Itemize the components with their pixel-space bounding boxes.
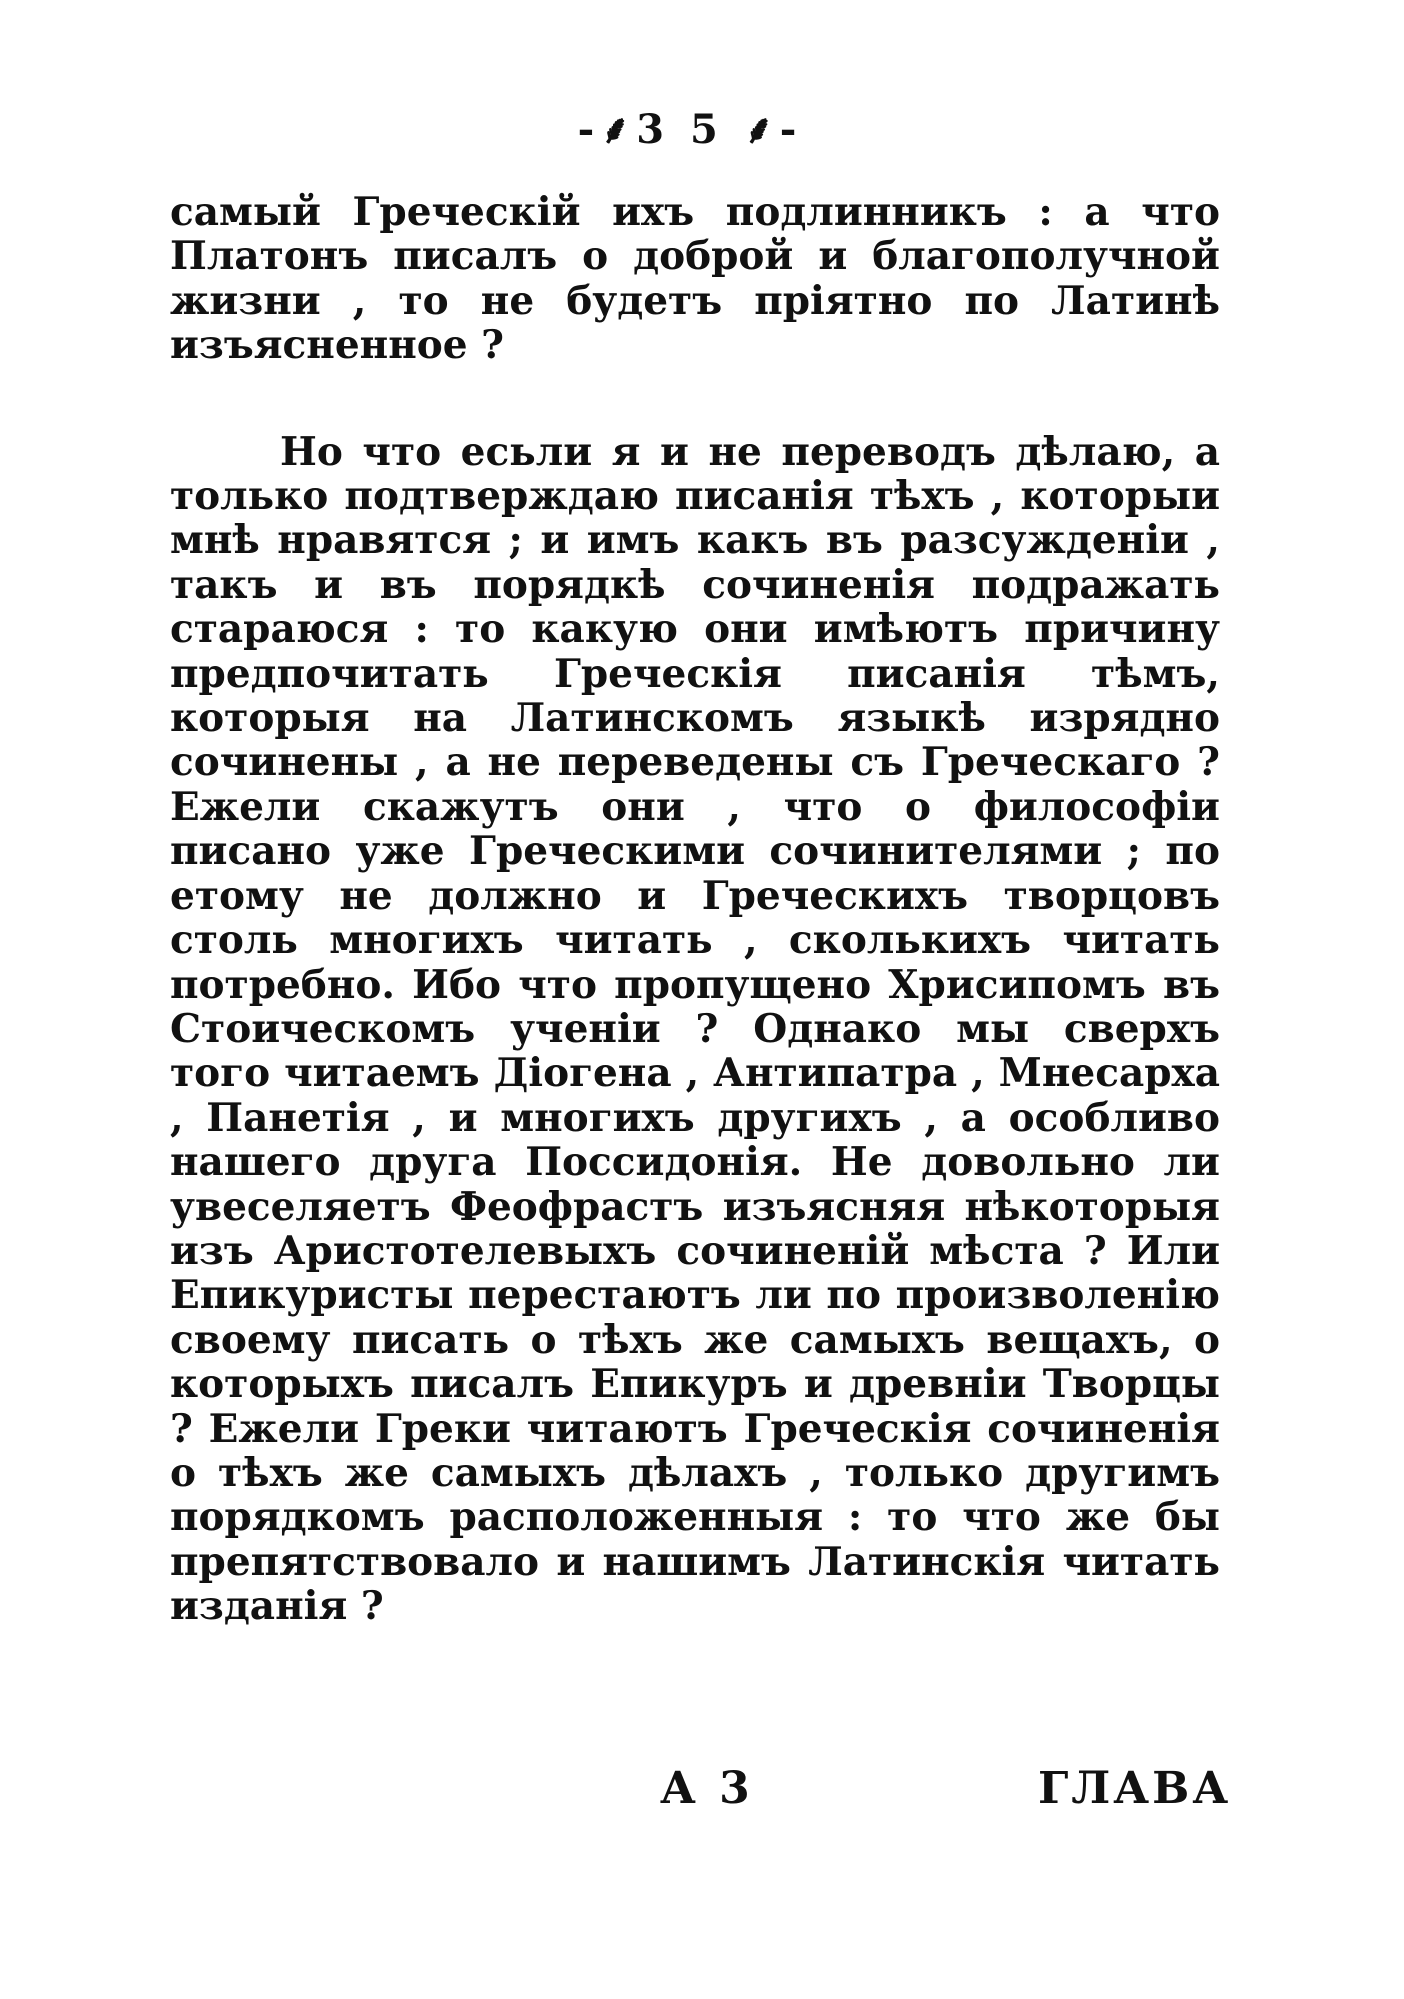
body-text <box>170 190 1220 1629</box>
paragraph: Но что есьли я и не переводъ дѣлаю, а только подтверждаю писанія тѣхъ , которыи мнѣ нравятся ; и имъ какъ въ разсужденіи , такъ и въ порядкѣ сочиненія подражать стараюся : то какую они имѣютъ причину предпочитать Греческія писанія тѣмъ, которыя на Латинскомъ языкѣ изрядно сочинены , а не переведены съ Греческаго ? Ежели скажутъ они , что о философіи писано уже Греческими сочинителями ; по етому не должно и Греческихъ творцовъ столь многихъ читать , сколькихъ читать потребно. Ибо что пропущено Хрисипомъ въ Стоическомъ ученіи ? Однако мы сверхъ того читаемъ Діогена , Антипатра , Мнесарха , Панетія , и многихъ другихъ , а особливо нашего друга Поссидонія. Не довольно ли увеселяетъ Феофрастъ изъясняя нѣкоторыя изъ Аристотелевыхъ сочиненій мѣста ? Или Епикуристы перестаютъ ли по произволенію своему писать о тѣхъ же самыхъ вещахъ, о которыхъ писалъ Епикуръ и древніи Творцы ? Ежели Греки читаютъ Греческія сочиненія о тѣхъ же самыхъ дѣлахъ , только другимъ порядкомъ расположенныя : то что же бы препятствовало и нашимъ Латинскія читать изданія ? <box>170 428 1220 1630</box>
catchword: ГЛАВА <box>1038 1763 1232 1814</box>
paragraph-continuation: самый Греческій ихъ подлинникъ : а что Платонъ писалъ о доброй и благополучной жизни , то не будетъ пріятно по Латинѣ изъясненное ? <box>170 189 1220 369</box>
signature-mark: А 3 <box>660 1763 754 1814</box>
running-head-page-number: -⸙3 5 ⸙- <box>577 106 803 153</box>
